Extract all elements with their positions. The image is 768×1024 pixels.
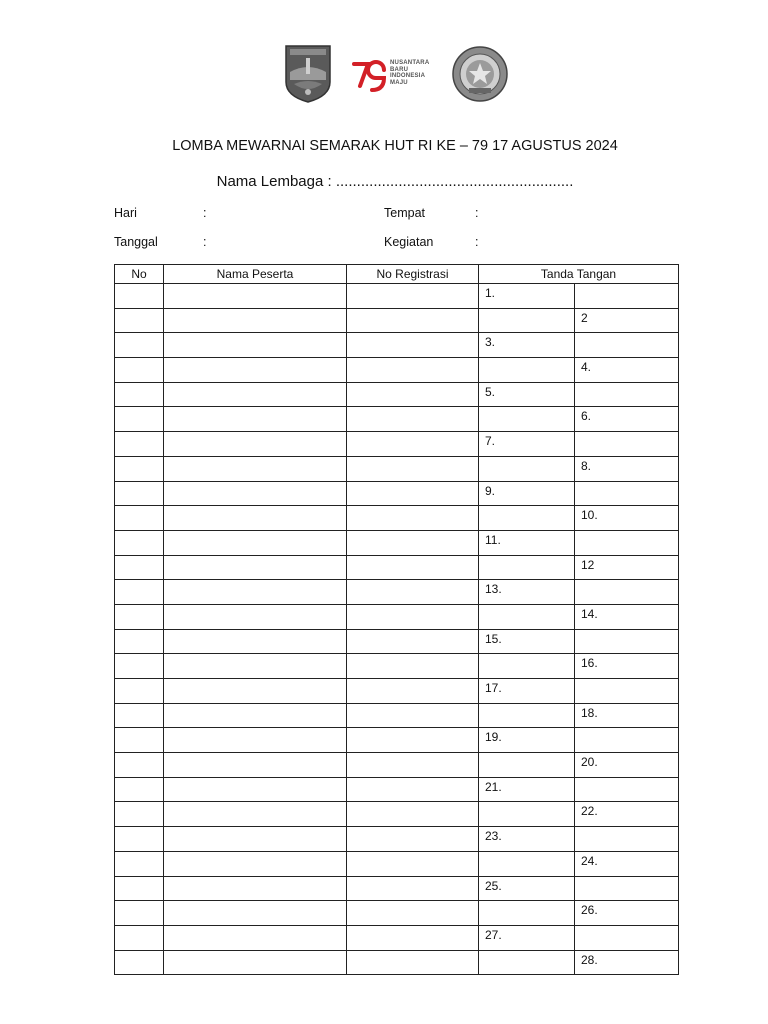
signature-number: 23. (485, 829, 502, 844)
no-registrasi-cell[interactable] (347, 777, 479, 802)
signature-cell-left[interactable] (479, 679, 575, 704)
signature-cell-left[interactable] (479, 654, 575, 679)
table-row (115, 925, 679, 950)
no-cell[interactable] (115, 802, 164, 827)
signature-cell-left[interactable] (479, 506, 575, 531)
signature-number: 18. (581, 705, 598, 720)
no-registrasi-cell[interactable] (347, 382, 479, 407)
regional-emblem-icon (284, 42, 332, 104)
no-cell[interactable] (115, 530, 164, 555)
table-body (115, 284, 679, 975)
no-registrasi-cell[interactable] (347, 530, 479, 555)
no-cell[interactable] (115, 901, 164, 926)
signature-number: 12 (581, 557, 595, 572)
no-registrasi-cell[interactable] (347, 580, 479, 605)
hari-label: Hari (114, 206, 137, 220)
kegiatan-colon: : (475, 235, 479, 249)
table-row (115, 506, 679, 531)
signature-number: 7. (485, 434, 496, 449)
no-cell[interactable] (115, 753, 164, 778)
signature-cell-left[interactable] (479, 777, 575, 802)
no-registrasi-cell[interactable] (347, 407, 479, 432)
no-registrasi-cell[interactable] (347, 901, 479, 926)
hari-colon: : (203, 206, 207, 220)
signature-cell-right[interactable] (575, 777, 679, 802)
signature-cell-left[interactable] (479, 382, 575, 407)
signature-cell-right[interactable] (575, 703, 679, 728)
signature-number: 3. (485, 335, 496, 350)
table-row (115, 679, 679, 704)
signature-cell-right[interactable] (575, 481, 679, 506)
signature-cell-left[interactable] (479, 703, 575, 728)
table-row (115, 802, 679, 827)
nama-peserta-cell[interactable] (164, 851, 347, 876)
signature-cell-right[interactable] (575, 654, 679, 679)
table-row (115, 530, 679, 555)
signature-number: 5. (485, 384, 496, 399)
table-row (115, 876, 679, 901)
signature-cell-left[interactable] (479, 827, 575, 852)
header-nama-peserta: Nama Peserta (164, 265, 347, 284)
no-registrasi-cell[interactable] (347, 851, 479, 876)
signature-cell-right[interactable] (575, 432, 679, 457)
no-cell[interactable] (115, 777, 164, 802)
signature-cell-left[interactable] (479, 802, 575, 827)
signature-number: 14. (581, 606, 598, 621)
signature-number: 17. (485, 681, 502, 695)
nama-peserta-cell[interactable] (164, 506, 347, 531)
signature-cell-left[interactable] (479, 950, 575, 975)
signature-cell-left[interactable] (479, 530, 575, 555)
no-registrasi-cell[interactable] (347, 654, 479, 679)
signature-cell-left[interactable] (479, 432, 575, 457)
nama-peserta-cell[interactable] (164, 728, 347, 753)
no-cell[interactable] (115, 580, 164, 605)
table-row (115, 432, 679, 457)
no-cell[interactable] (115, 629, 164, 654)
table-row (115, 382, 679, 407)
no-cell[interactable] (115, 481, 164, 506)
tanggal-label: Tanggal (114, 235, 158, 249)
signature-cell-right[interactable] (575, 753, 679, 778)
nama-peserta-cell[interactable] (164, 827, 347, 852)
signature-cell-right[interactable] (575, 604, 679, 629)
nama-peserta-cell[interactable] (164, 876, 347, 901)
no-registrasi-cell[interactable] (347, 925, 479, 950)
nama-peserta-cell[interactable] (164, 753, 347, 778)
table-row (115, 358, 679, 383)
header-tanda-tangan: Tanda Tangan (479, 265, 679, 284)
nama-peserta-cell[interactable] (164, 901, 347, 926)
table-header-row (115, 265, 679, 284)
institution-seal-icon (451, 45, 509, 103)
kegiatan-label: Kegiatan (384, 235, 434, 249)
nama-peserta-cell[interactable] (164, 333, 347, 358)
table-row (115, 654, 679, 679)
table-row (115, 950, 679, 975)
nama-peserta-cell[interactable] (164, 407, 347, 432)
signature-cell-right[interactable] (575, 407, 679, 432)
no-cell[interactable] (115, 358, 164, 383)
nama-peserta-cell[interactable] (164, 456, 347, 481)
nama-peserta-cell[interactable] (164, 604, 347, 629)
signature-cell-left[interactable] (479, 851, 575, 876)
nama-peserta-cell[interactable] (164, 382, 347, 407)
table-row (115, 481, 679, 506)
table-row (115, 703, 679, 728)
signature-cell-right[interactable] (575, 728, 679, 753)
nama-peserta-cell[interactable] (164, 802, 347, 827)
signature-cell-right[interactable] (575, 679, 679, 704)
signature-number: 15. (485, 631, 502, 646)
signature-cell-left[interactable] (479, 308, 575, 333)
nama-peserta-cell[interactable] (164, 481, 347, 506)
header-no: No (115, 265, 164, 284)
signature-cell-left[interactable] (479, 753, 575, 778)
signature-number: 8. (581, 458, 592, 473)
no-cell[interactable] (115, 506, 164, 531)
no-cell[interactable] (115, 284, 164, 309)
table-row (115, 284, 679, 309)
signature-number: 10. (581, 508, 598, 523)
no-cell[interactable] (115, 851, 164, 876)
table-row (115, 753, 679, 778)
no-registrasi-cell[interactable] (347, 703, 479, 728)
no-cell[interactable] (115, 333, 164, 358)
signature-number: 24. (581, 853, 598, 868)
signature-cell-right[interactable] (575, 925, 679, 950)
no-cell[interactable] (115, 925, 164, 950)
signature-number: 9. (485, 483, 496, 498)
signature-cell-left[interactable] (479, 456, 575, 481)
no-registrasi-cell[interactable] (347, 284, 479, 309)
no-cell[interactable] (115, 308, 164, 333)
no-registrasi-cell[interactable] (347, 827, 479, 852)
signature-number: 13. (485, 582, 502, 597)
table-row (115, 456, 679, 481)
signature-number: 16. (581, 656, 598, 671)
no-cell[interactable] (115, 432, 164, 457)
signature-number: 6. (581, 409, 592, 424)
nama-peserta-cell[interactable] (164, 580, 347, 605)
tempat-colon: : (475, 206, 479, 220)
nama-peserta-cell[interactable] (164, 777, 347, 802)
no-registrasi-cell[interactable] (347, 728, 479, 753)
signature-cell-right[interactable] (575, 506, 679, 531)
signature-cell-left[interactable] (479, 284, 575, 309)
signature-cell-right[interactable] (575, 802, 679, 827)
signature-number: 1. (485, 286, 496, 300)
signature-cell-right[interactable] (575, 382, 679, 407)
table-row (115, 777, 679, 802)
signature-number: 4. (581, 360, 592, 375)
table-row (115, 901, 679, 926)
signature-cell-right[interactable] (575, 555, 679, 580)
no-cell[interactable] (115, 950, 164, 975)
hut-ri-79-logo (350, 56, 434, 96)
nama-peserta-cell[interactable] (164, 358, 347, 383)
tanggal-colon: : (203, 235, 207, 249)
header-logos (0, 40, 768, 110)
nama-peserta-cell[interactable] (164, 679, 347, 704)
no-cell[interactable] (115, 728, 164, 753)
signature-number: 2 (581, 310, 588, 325)
no-registrasi-cell[interactable] (347, 333, 479, 358)
no-registrasi-cell[interactable] (347, 950, 479, 975)
header-no-registrasi: No Registrasi (347, 265, 479, 284)
table-row (115, 580, 679, 605)
signature-number: 19. (485, 730, 502, 745)
no-cell[interactable] (115, 654, 164, 679)
nama-peserta-cell[interactable] (164, 530, 347, 555)
participant-table (114, 264, 679, 975)
no-registrasi-cell[interactable] (347, 432, 479, 457)
signature-number: 26. (581, 903, 598, 918)
nama-peserta-cell[interactable] (164, 308, 347, 333)
signature-cell-left[interactable] (479, 728, 575, 753)
table-row (115, 604, 679, 629)
no-registrasi-cell[interactable] (347, 481, 479, 506)
hut-tagline: NUSANTARA BARU INDONESIA MAJU (390, 60, 430, 86)
signature-cell-left[interactable] (479, 481, 575, 506)
signature-cell-right[interactable] (575, 901, 679, 926)
signature-cell-right[interactable] (575, 333, 679, 358)
signature-cell-left[interactable] (479, 876, 575, 901)
nama-peserta-cell[interactable] (164, 703, 347, 728)
no-cell[interactable] (115, 703, 164, 728)
signature-cell-right[interactable] (575, 629, 679, 654)
nama-peserta-cell[interactable] (164, 950, 347, 975)
signature-cell-right[interactable] (575, 950, 679, 975)
nama-peserta-cell[interactable] (164, 284, 347, 309)
tempat-label: Tempat (384, 206, 425, 220)
table-row (115, 407, 679, 432)
institution-line: Nama Lembaga : ......................................................... (216, 173, 574, 190)
no-registrasi-cell[interactable] (347, 456, 479, 481)
hut-79-icon (350, 56, 390, 96)
nama-peserta-cell[interactable] (164, 629, 347, 654)
signature-cell-right[interactable] (575, 308, 679, 333)
table-row (115, 333, 679, 358)
no-cell[interactable] (115, 679, 164, 704)
no-registrasi-cell[interactable] (347, 679, 479, 704)
no-registrasi-cell[interactable] (347, 629, 479, 654)
no-registrasi-cell[interactable] (347, 555, 479, 580)
page-title: LOMBA MEWARNAI SEMARAK HUT RI KE – 79 17 AGUSTUS 2024 (172, 138, 618, 154)
nama-peserta-cell[interactable] (164, 555, 347, 580)
no-cell[interactable] (115, 827, 164, 852)
signature-number: 28. (581, 952, 598, 967)
nama-peserta-cell[interactable] (164, 432, 347, 457)
table-row (115, 851, 679, 876)
signature-number: 27. (485, 927, 502, 942)
no-registrasi-cell[interactable] (347, 506, 479, 531)
no-registrasi-cell[interactable] (347, 604, 479, 629)
nama-peserta-cell[interactable] (164, 925, 347, 950)
no-cell[interactable] (115, 456, 164, 481)
signature-cell-right[interactable] (575, 358, 679, 383)
no-cell[interactable] (115, 604, 164, 629)
signature-number: 21. (485, 779, 502, 794)
signature-cell-right[interactable] (575, 530, 679, 555)
no-registrasi-cell[interactable] (347, 802, 479, 827)
no-registrasi-cell[interactable] (347, 876, 479, 901)
signature-cell-right[interactable] (575, 876, 679, 901)
signature-cell-left[interactable] (479, 555, 575, 580)
no-registrasi-cell[interactable] (347, 358, 479, 383)
signature-number: 22. (581, 804, 598, 819)
signature-number: 11. (485, 532, 501, 547)
table-row (115, 629, 679, 654)
no-cell[interactable] (115, 555, 164, 580)
signature-cell-right[interactable] (575, 456, 679, 481)
signature-cell-left[interactable] (479, 901, 575, 926)
table-row (115, 728, 679, 753)
signature-number: 20. (581, 755, 598, 770)
signature-cell-left[interactable] (479, 407, 575, 432)
signature-cell-left[interactable] (479, 580, 575, 605)
no-cell[interactable] (115, 407, 164, 432)
signature-cell-right[interactable] (575, 580, 679, 605)
signature-cell-left[interactable] (479, 333, 575, 358)
signature-cell-left[interactable] (479, 925, 575, 950)
signature-number: 25. (485, 878, 502, 893)
no-registrasi-cell[interactable] (347, 753, 479, 778)
signature-cell-left[interactable] (479, 604, 575, 629)
signature-cell-right[interactable] (575, 827, 679, 852)
no-cell[interactable] (115, 382, 164, 407)
signature-cell-right[interactable] (575, 284, 679, 309)
table-row (115, 308, 679, 333)
signature-cell-left[interactable] (479, 629, 575, 654)
no-cell[interactable] (115, 876, 164, 901)
nama-peserta-cell[interactable] (164, 654, 347, 679)
no-registrasi-cell[interactable] (347, 308, 479, 333)
signature-cell-right[interactable] (575, 851, 679, 876)
table-row (115, 827, 679, 852)
signature-cell-left[interactable] (479, 358, 575, 383)
table-row (115, 555, 679, 580)
